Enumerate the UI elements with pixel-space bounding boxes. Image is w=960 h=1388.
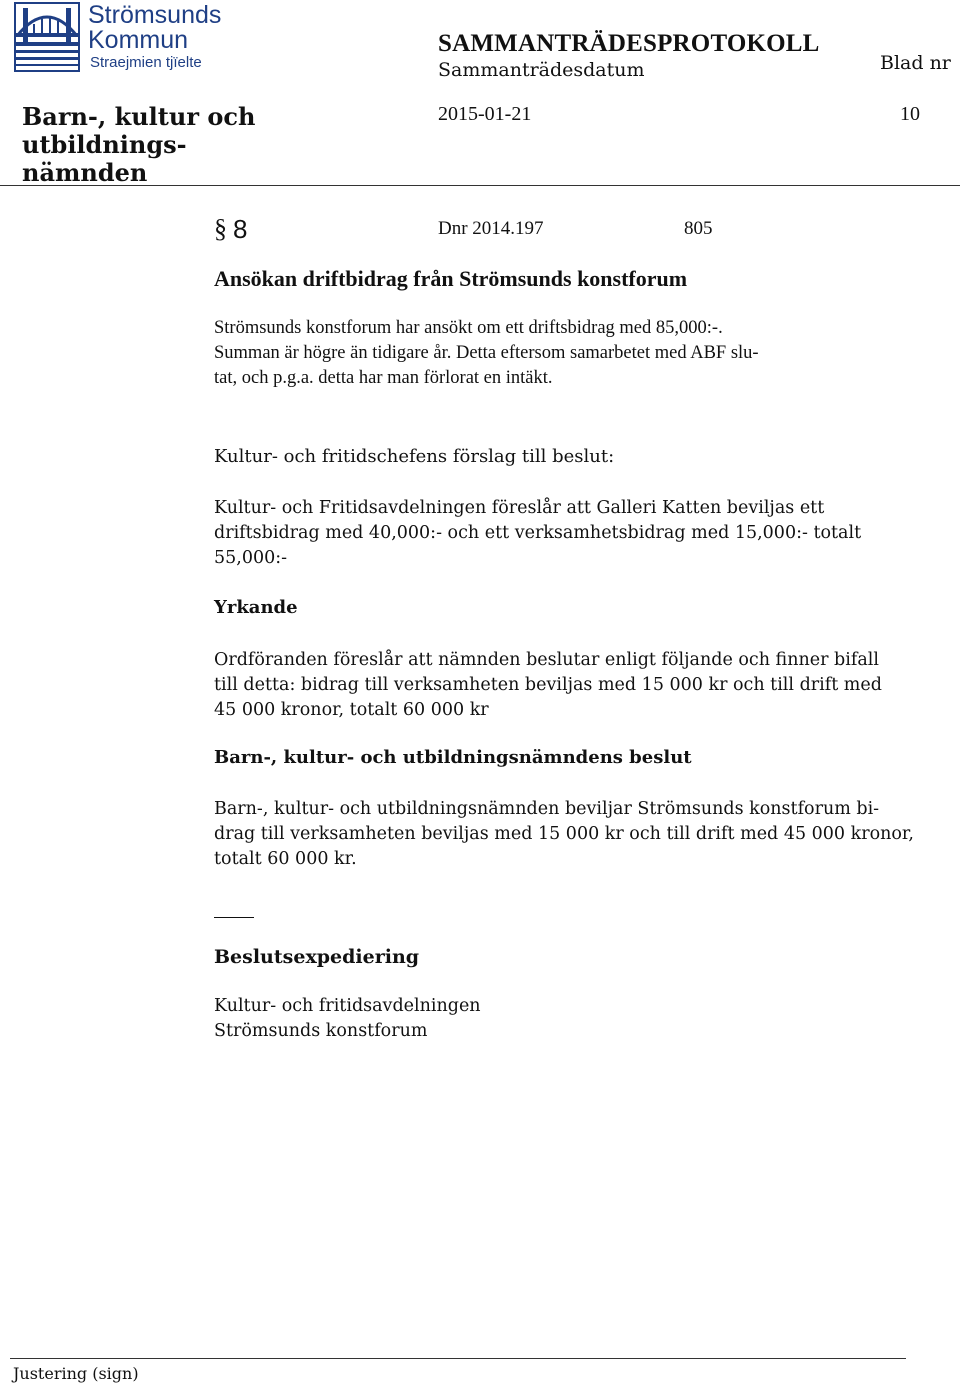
municipality-logo	[14, 1, 222, 76]
dispatch-heading: Beslutsexpediering	[214, 946, 420, 968]
dispatch-recipient: Strömsunds konstforum	[214, 1021, 428, 1041]
text-line: Kultur- och Fritidsavdelningen föreslår att Galleri Katten beviljas ett	[214, 498, 825, 518]
page-number-label: Blad nr	[880, 52, 951, 74]
paragraph-sign: §	[214, 214, 227, 243]
text-line: Ordföranden föreslår att nämnden beslutar enligt följande och finner bifall	[214, 650, 879, 670]
bridge-emblem-icon	[14, 2, 80, 72]
diary-code: 805	[684, 218, 713, 239]
document-title: SAMMANTRÄDESPROTOKOLL	[438, 30, 820, 57]
text-line: totalt 60 000 kr.	[214, 849, 357, 869]
motion-text	[214, 648, 914, 723]
paragraph-number: 8	[233, 214, 248, 244]
decision-heading: Barn-, kultur- och utbildningsnämndens beslut	[214, 747, 692, 768]
text-line: 55,000:-	[214, 548, 288, 568]
committee-name	[22, 103, 382, 187]
meeting-date-label: Sammanträdesdatum	[438, 59, 645, 81]
logo-subtitle: Straejmien tjïelte	[90, 54, 202, 71]
case-description	[214, 316, 914, 391]
proposal-text	[214, 496, 914, 571]
section-separator	[214, 917, 254, 918]
dispatch-list	[214, 994, 914, 1044]
committee-name-line2: nämnden	[22, 158, 148, 187]
text-line: driftsbidrag med 40,000:- och ett verksamhetsbidrag med 15,000:- totalt	[214, 523, 862, 543]
header-divider	[0, 185, 960, 186]
motion-heading: Yrkande	[214, 597, 298, 618]
committee-name-line1: Barn-, kultur och utbildnings-	[22, 102, 256, 159]
signature-label: Justering (sign)	[13, 1364, 139, 1383]
logo-name-line1: Strömsunds	[88, 1, 222, 29]
proposal-heading: Kultur- och fritidschefens förslag till beslut:	[214, 446, 615, 467]
page-number: 10	[900, 103, 920, 125]
footer-divider	[10, 1358, 906, 1359]
logo-name-line2: Kommun	[88, 26, 189, 54]
text-line: tat, och p.g.a. detta har man förlorat en intäkt.	[214, 368, 553, 388]
text-line: drag till verksamheten beviljas med 15 000 kr och till drift med 45 000 kronor,	[214, 824, 914, 844]
dispatch-recipient: Kultur- och fritidsavdelningen	[214, 996, 481, 1016]
text-line: 45 000 kronor, totalt 60 000 kr	[214, 700, 489, 720]
text-line: Barn-, kultur- och utbildningsnämnden beviljar Strömsunds konstforum bi-	[214, 799, 880, 819]
text-line: Summan är högre än tidigare år. Detta eftersom samarbetet med ABF slu-	[214, 343, 759, 363]
text-line: till detta: bidrag till verksamheten beviljas med 15 000 kr och till drift med	[214, 675, 882, 695]
meeting-date: 2015-01-21	[438, 103, 532, 125]
diary-number: Dnr 2014.197	[438, 218, 544, 239]
case-title: Ansökan driftbidrag från Strömsunds konstforum	[214, 266, 688, 291]
text-line: Strömsunds konstforum har ansökt om ett driftsbidrag med 85,000:-.	[214, 318, 723, 338]
decision-text	[214, 797, 914, 872]
